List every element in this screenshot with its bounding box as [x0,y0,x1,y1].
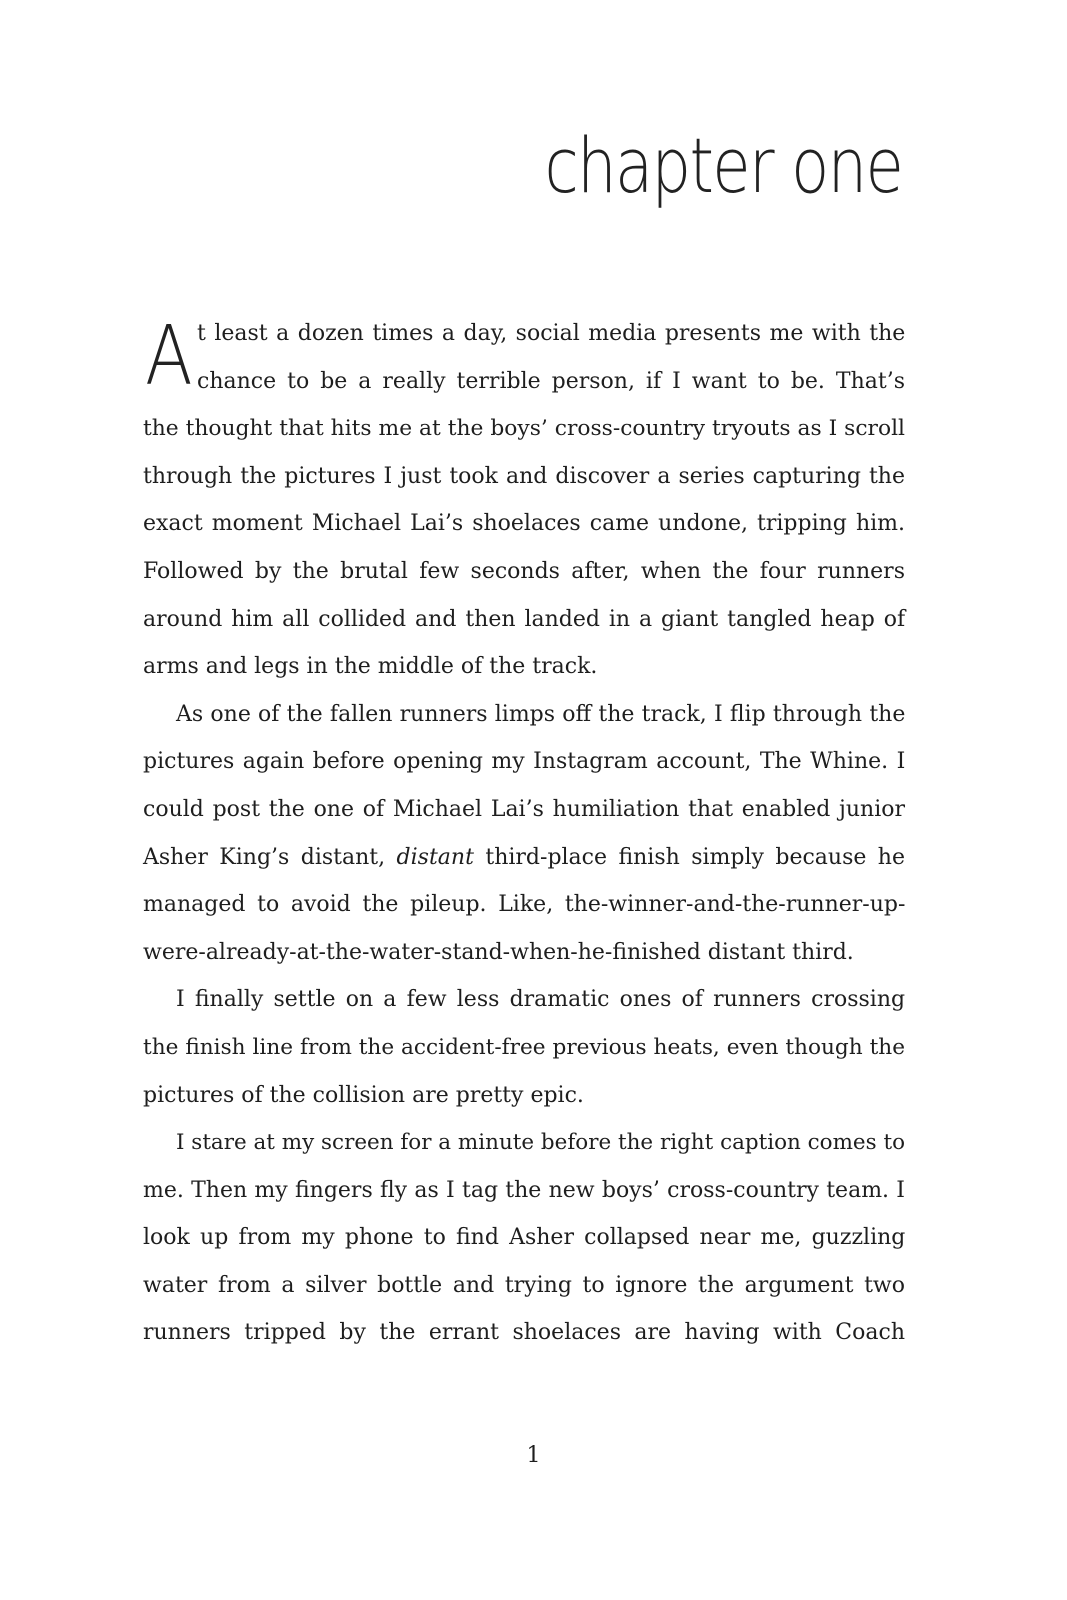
text-fragment: Asher King’s distant, [143,844,397,870]
text-line: look up from my phone to find Asher collapsed near me, guzzling [143,1225,906,1251]
text-line: the finish line from the accident-free previous heats, even though the [143,1034,905,1060]
text-line: exact moment Michael Lai’s shoelaces came undone, tripping him. [143,511,905,537]
paragraph-4 [143,1119,905,1357]
drop-cap: A [145,309,193,404]
emphasis-text: distant [396,844,474,870]
text-line: water from a silver bottle and trying to ignore the argument two [143,1272,905,1298]
text-line: could post the one of Michael Lai’s humiliation that enabled junior [143,796,905,822]
text-line: around him all collided and then landed in a giant tangled heap of [143,606,906,632]
text-line: I stare at my screen for a minute before the right caption comes to [176,1130,905,1156]
text-line [143,834,905,882]
text-line: me. Then my fingers fly as I tag the new boys’ cross-country team. I [143,1177,905,1203]
paragraph-1 [143,310,905,691]
text-line: I finally settle on a few less dramatic ones of runners crossing [176,987,906,1013]
text-line: Followed by the brutal few seconds after, when the four runners [143,558,905,584]
text-line: t least a dozen times a day, social media presents me with the [197,321,906,346]
text-fragment: third-place finish simply because he [473,844,905,870]
page-number: 1 [526,1443,541,1468]
text-line: managed to avoid the pileup. Like, the-winner-and-the-runner-up- [143,892,906,918]
text-line: the thought that hits me at the boys’ cross-country tryouts as I scroll [143,416,905,442]
text-line: arms and legs in the middle of the track. [143,654,598,680]
text-line: pictures of the collision are pretty epic. [143,1082,584,1108]
text-line: through the pictures I just took and discover a series capturing the [143,463,905,489]
text-line: pictures again before opening my Instagram account, The Whine. I [143,749,906,775]
paragraph-2 [143,691,905,977]
text-line: chance to be a really terrible person, if I want to be. That’s [197,368,905,394]
chapter-body [143,310,905,1357]
chapter-title: chapter one [544,121,902,210]
paragraph-3 [143,976,905,1119]
text-line: were-already-at-the-water-stand-when-he-finished distant third. [143,939,854,965]
text-line: runners tripped by the errant shoelaces are having with Coach [143,1320,905,1346]
text-line: As one of the fallen runners limps off the track, I flip through the [176,701,906,727]
